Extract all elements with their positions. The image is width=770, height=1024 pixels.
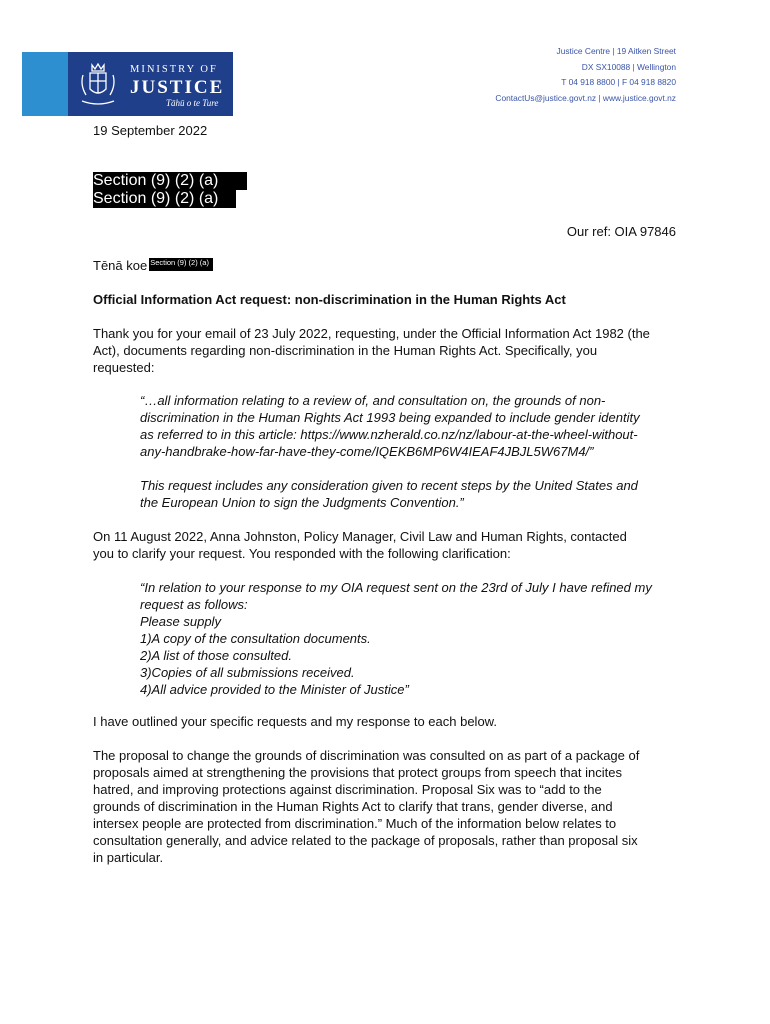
text-line: any-handbrake-how-far-have-they-come/IQEKB6MP6W4IEAF4JBJL5W67M4/” <box>140 444 594 459</box>
text-line: request as follows: <box>140 597 248 612</box>
contact-phone: T 04 918 8800 | F 04 918 8820 <box>561 77 676 87</box>
greeting <box>93 258 213 273</box>
paragraph-proposal <box>93 747 685 866</box>
text-line: as referred to in this article: https://www.nzherald.co.nz/nz/labour-at-the-wheel-without- <box>140 427 638 442</box>
text-line: 4)All advice provided to the Minister of Justice” <box>140 682 409 697</box>
text-line: proposals aimed at strengthening the provisions that protect groups from speech that incites <box>93 765 622 780</box>
redacted-address <box>93 172 247 208</box>
text-line: grounds of discrimination in the Human Rights Act to clarify that trans, gender diverse, and <box>93 799 613 814</box>
text-line: hatred, and improving protections against discrimination. Proposal Six was to “add to the <box>93 782 602 797</box>
our-reference: Our ref: OIA 97846 <box>566 224 676 239</box>
text-line: requested: <box>93 360 155 375</box>
text-line: 3)Copies of all submissions received. <box>140 665 355 680</box>
text-line: “…all information relating to a review of, and consultation on, the grounds of non- <box>140 393 606 408</box>
text-line: On 11 August 2022, Anna Johnston, Policy Manager, Civil Law and Human Rights, contacted <box>93 529 627 544</box>
text-line: This request includes any consideration given to recent steps by the United States and <box>140 478 638 493</box>
paragraph-request <box>93 325 685 376</box>
ministry-logo <box>68 52 233 116</box>
text-line: in particular. <box>93 850 164 865</box>
text-line: 2)A list of those consulted. <box>140 648 292 663</box>
quote-judgments-convention <box>140 477 680 511</box>
text-line: intersex people are protected from discrimination.” Much of the information below relates to <box>93 816 617 831</box>
contact-dx: DX SX10088 | Wellington <box>581 61 676 72</box>
redaction-line: Section (9) (2) (a) <box>93 190 236 208</box>
contact-address: Justice Centre | 19 Aitken Street <box>556 46 676 56</box>
logo-line-justice: JUSTICE <box>130 77 225 98</box>
letter-subject: Official Information Act request: non-discrimination in the Human Rights Act <box>93 292 566 307</box>
text-line: you to clarify your request. You responded with the following clarification: <box>93 546 511 561</box>
paragraph-clarification <box>93 528 685 562</box>
logo-tagline: Tāhū o te Ture <box>166 98 219 108</box>
text-line: Act), documents regarding non-discrimination in the Human Rights Act. Specifically, you <box>93 343 598 358</box>
logo-line-ministry: MINISTRY OF <box>130 64 218 75</box>
greeting-redaction: Section (9) (2) (a) <box>149 258 213 271</box>
text-line: 1)A copy of the consultation documents. <box>140 631 371 646</box>
text-line: the European Union to sign the Judgments Convention.” <box>140 495 464 510</box>
quote-original-request <box>140 392 680 460</box>
contact-block <box>495 44 676 106</box>
quote-refined-request <box>140 579 680 698</box>
redaction-line: Section (9) (2) (a) <box>93 172 247 190</box>
contact-email-web[interactable]: ContactUs@justice.govt.nz | www.justice.govt.nz <box>495 92 676 103</box>
text-line: “In relation to your response to my OIA request sent on the 23rd of July I have refined my <box>140 580 652 595</box>
text-line: consultation generally, and advice related to the package of proposals, rather than proposal six <box>93 833 638 848</box>
text-line: The proposal to change the grounds of discrimination was consulted on as part of a package of <box>93 748 640 763</box>
coat-of-arms-icon <box>78 61 118 107</box>
paragraph-outline <box>93 713 685 730</box>
text-line: Please supply <box>140 614 221 629</box>
letter-date: 19 September 2022 <box>93 123 208 138</box>
text-line: discrimination in the Human Rights Act 1993 being expanded to include gender identity <box>140 410 640 425</box>
greeting-text: Tēnā koe <box>93 258 148 273</box>
logo-accent-strip <box>22 52 68 116</box>
text-line: I have outlined your specific requests and my response to each below. <box>93 714 497 729</box>
text-line: Thank you for your email of 23 July 2022, requesting, under the Official Information Act 1982 (the <box>93 326 650 341</box>
